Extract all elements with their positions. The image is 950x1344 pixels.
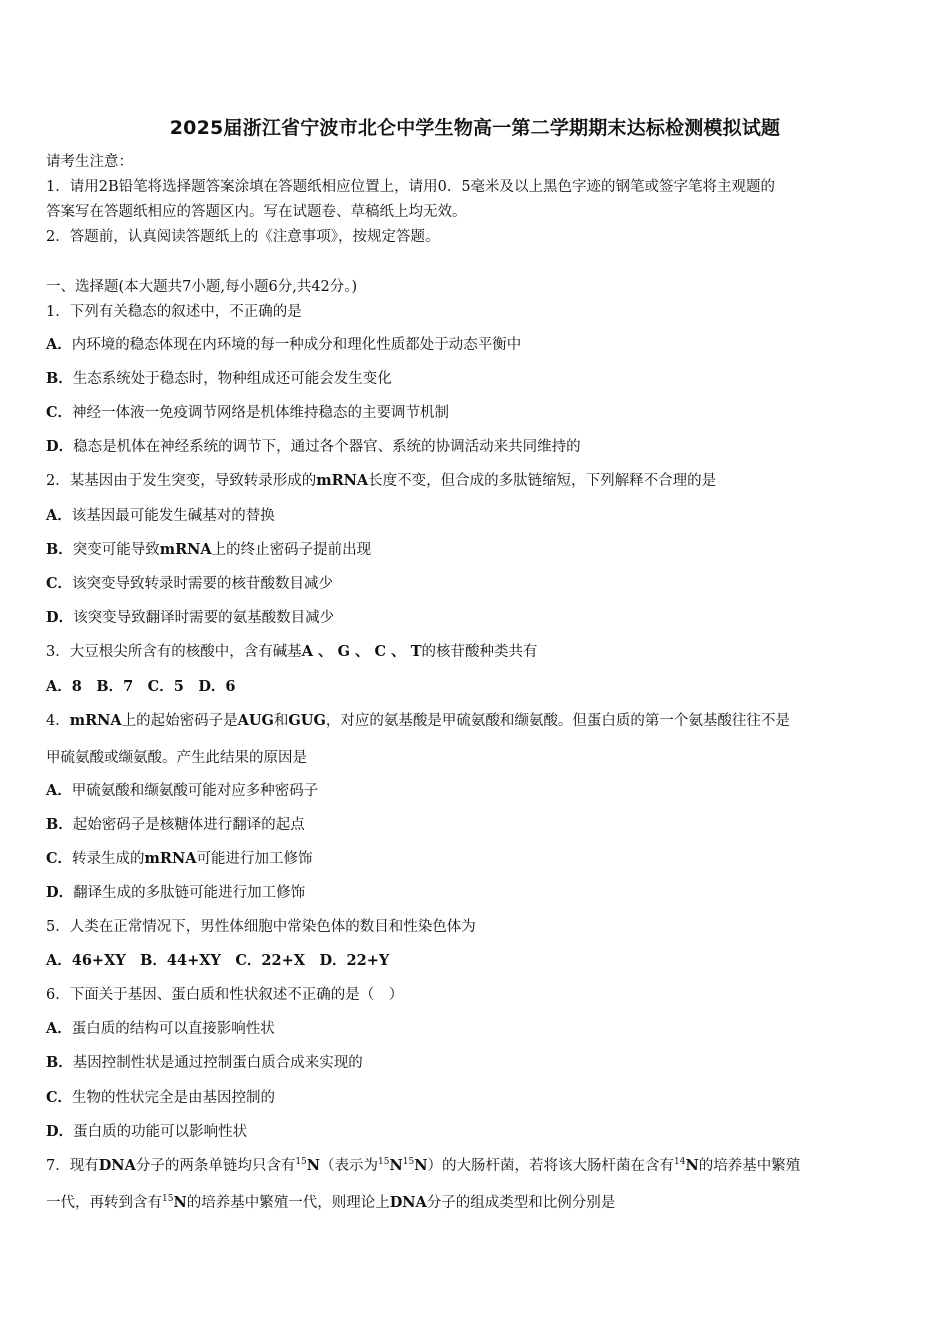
stem-part: 上的起始密码子是 (121, 713, 238, 729)
question-3-stem (46, 642, 538, 662)
option-letter: B． (46, 370, 73, 387)
option-letter: D． (46, 609, 74, 626)
question-4-option-a (46, 781, 318, 801)
notice-heading: 请考生注意： (46, 154, 133, 170)
option-text: 蛋白质的结构可以直接影响性状 (71, 1021, 275, 1037)
question-2-option-a (46, 506, 275, 526)
question-4-option-b (46, 815, 305, 835)
stem-part: （表示为 (320, 1158, 379, 1174)
stem-part: 的核苷酸种类共有 (421, 644, 538, 660)
option-text: 基因控制性状是通过控制蛋白质合成来实现的 (72, 1055, 363, 1071)
isotope-superscript: 15 (378, 1157, 390, 1168)
nitrogen-symbol: N (306, 1157, 321, 1174)
option-text: 起始密码子是核糖体进行翻译的起点 (72, 817, 305, 833)
notice-item-2: 2．答题前，认真阅读答题纸上的《注意事项》，按规定答题。 (46, 229, 440, 245)
question-6-option-d (46, 1122, 247, 1142)
option-text: 生物的性状完全是由基因控制的 (72, 1090, 276, 1106)
question-1-stem: 1．下列有关稳态的叙述中，不正确的是 (46, 304, 302, 320)
stem-part: 的培养基中繁殖一代，则理论上 (186, 1195, 390, 1211)
nitrogen-symbol: N (173, 1194, 187, 1211)
option-text: 上的终止密码子提前出现 (211, 542, 372, 558)
nitrogen-symbol: N (414, 1157, 428, 1174)
option-letter: A． (46, 782, 72, 799)
stem-term: A 、 G 、 C 、 T (301, 643, 422, 660)
stem-part: 一代，再转到含有 (46, 1195, 162, 1211)
stem-term: GUG (288, 712, 326, 729)
option-text: 可能进行加工修饰 (196, 851, 313, 867)
question-4-stem-line-2: 甲硫氨酸或缬氨酸。产生此结果的原因是 (46, 750, 307, 766)
question-2-option-d (46, 608, 334, 628)
option-text: 该基因最可能发生碱基对的替换 (71, 508, 275, 524)
section-heading: 一、选择题(本大题共7小题,每小题6分,共42分。) (46, 279, 358, 295)
option-letter: B． (46, 541, 73, 558)
nitrogen-symbol: N (685, 1157, 699, 1174)
option-text: 甲硫氨酸和缬氨酸可能对应多种密码子 (71, 783, 319, 799)
option-text: 翻译生成的多肽链可能进行加工修饰 (73, 885, 306, 901)
question-4-option-d (46, 883, 305, 903)
question-1-option-b (46, 369, 392, 389)
option-letter: C． (46, 850, 73, 867)
notice-item-1-line-1: 1．请用2B铅笔将选择题答案涂填在答题纸相应位置上，请用0．5毫米及以上黑色字迹的钢笔或签字笔将主观题的 (46, 179, 776, 195)
option-letter: B． (46, 1054, 73, 1071)
stem-part: 3．大豆根尖所含有的核酸中，含有碱基 (46, 644, 302, 660)
page-title: 2025届浙江省宁波市北仑中学生物高一第二学期期末达标检测模拟试题 (169, 117, 781, 139)
option-text: 蛋白质的功能可以影响性状 (73, 1124, 248, 1140)
option-letter: A． (46, 336, 72, 353)
option-text: 内环境的稳态体现在内环境的每一种成分和理化性质都处于动态平衡中 (71, 337, 522, 353)
question-3-answers: A．8 B．7 C．5 D．6 (46, 678, 236, 695)
question-5-stem: 5．人类在正常情况下，男性体细胞中常染色体的数目和性染色体为 (46, 919, 476, 935)
question-1-option-a (46, 335, 521, 355)
stem-part: ，对应的氨基酸是甲硫氨酸和缬氨酸。但蛋白质的第一个氨基酸往往不是 (325, 713, 790, 729)
option-term: mRNA (144, 850, 197, 867)
question-6-stem: 6．下面关于基因、蛋白质和性状叙述不正确的是（ ） (46, 987, 404, 1003)
question-2-option-b (46, 540, 371, 560)
notice-item-1-line-2: 答案写在答题纸相应的答题区内。写在试题卷、草稿纸上均无效。 (46, 204, 467, 220)
stem-part: 分子的两条单链均只含有 (135, 1158, 296, 1174)
stem-part: 长度不变，但合成的多肽链缩短，下列解释不合理的是 (368, 473, 717, 489)
question-6-option-c (46, 1088, 275, 1108)
stem-term: mRNA (316, 472, 369, 489)
option-letter: C． (46, 1089, 73, 1106)
option-letter: A． (46, 507, 72, 524)
stem-part: 的培养基中繁殖 (698, 1158, 801, 1174)
option-text: 稳态是机体在神经系统的调节下，通过各个器官、系统的协调活动来共同维持的 (73, 439, 581, 455)
question-1-option-c (46, 403, 449, 423)
option-term: mRNA (159, 541, 212, 558)
question-7-stem-line-2 (46, 1193, 615, 1213)
option-letter: A． (46, 1020, 72, 1037)
option-text: 该突变导致翻译时需要的氨基酸数目减少 (73, 610, 335, 626)
stem-term: mRNA (69, 712, 122, 729)
option-text: 突变可能导致 (72, 542, 160, 558)
question-4-option-c (46, 849, 312, 869)
question-4-stem-line-1 (46, 711, 790, 731)
question-5-answers: A．46+XY B．44+XY C．22+X D．22+Y (46, 952, 390, 969)
option-text: 神经一体液一免疫调节网络是机体维持稳态的主要调节机制 (72, 405, 450, 421)
question-7-stem-line-1 (46, 1156, 800, 1176)
stem-part: ）的大肠杆菌，若将该大肠杆菌在含有 (427, 1158, 674, 1174)
isotope-superscript: 14 (673, 1157, 686, 1168)
option-letter: D． (46, 438, 74, 455)
isotope-superscript: 15 (402, 1157, 415, 1168)
stem-term: AUG (237, 712, 274, 729)
stem-part: 分子的组成类型和比例分别是 (426, 1195, 616, 1211)
option-letter: C． (46, 404, 73, 421)
question-6-option-a (46, 1019, 275, 1039)
stem-part: 和 (273, 713, 289, 729)
stem-part: 4． (46, 713, 70, 729)
question-2-option-c (46, 574, 333, 594)
question-2-stem (46, 471, 716, 491)
stem-term: DNA (98, 1157, 136, 1174)
stem-part: 2．某基因由于发生突变，导致转录形成的 (46, 473, 317, 489)
option-text: 该突变导致转录时需要的核苷酸数目减少 (72, 576, 334, 592)
option-text: 转录生成的 (72, 851, 145, 867)
question-1-option-d (46, 437, 581, 457)
option-letter: D． (46, 884, 74, 901)
isotope-superscript: 15 (162, 1194, 174, 1205)
option-letter: C． (46, 575, 73, 592)
option-letter: D． (46, 1123, 74, 1140)
nitrogen-symbol: N (389, 1157, 403, 1174)
isotope-superscript: 15 (295, 1157, 307, 1168)
option-text: 生态系统处于稳态时，物种组成还可能会发生变化 (72, 371, 392, 387)
option-letter: B． (46, 816, 73, 833)
stem-term: DNA (389, 1194, 427, 1211)
stem-part: 7．现有 (46, 1158, 99, 1174)
question-6-option-b (46, 1053, 363, 1073)
